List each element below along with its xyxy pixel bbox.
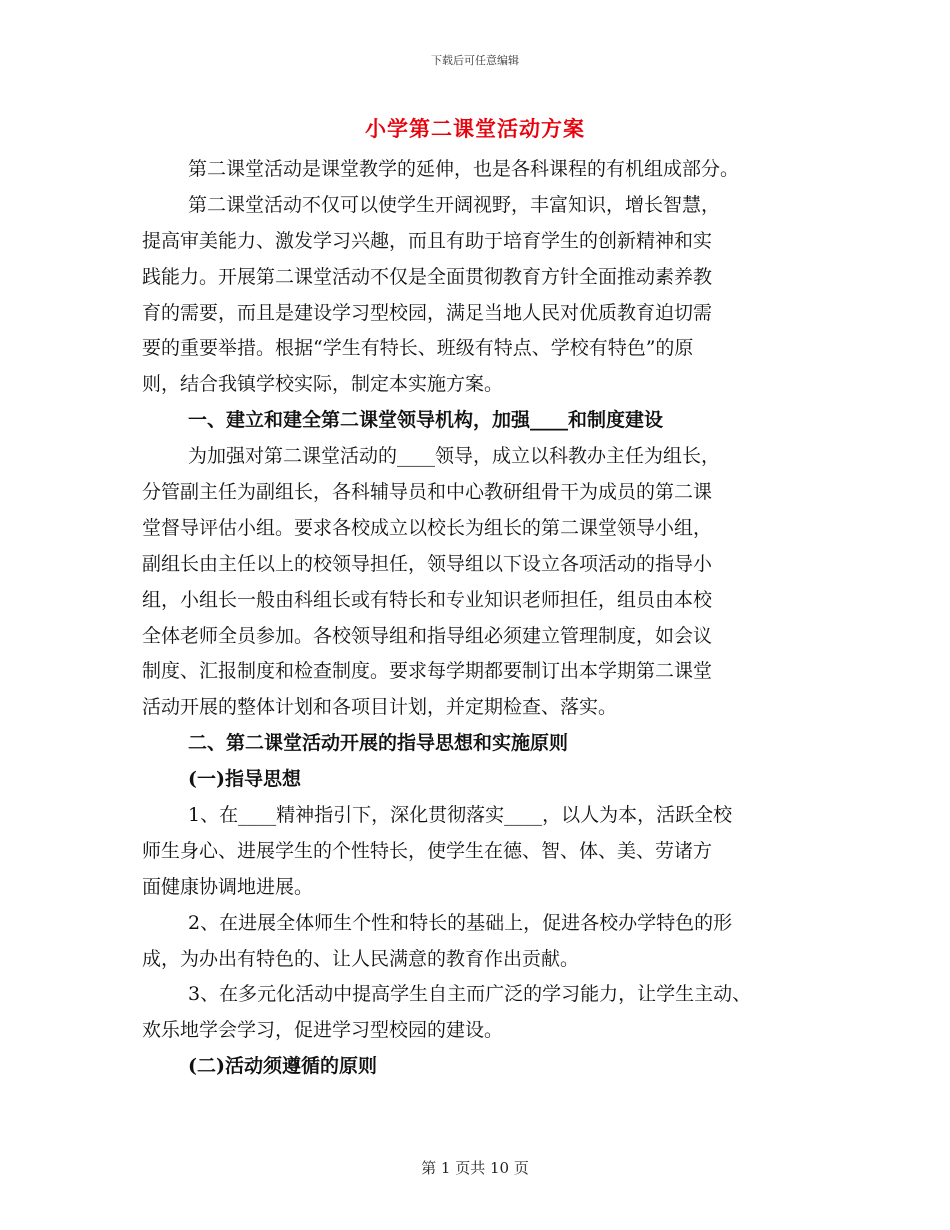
section-heading: (二)活动须遵循的原则: [188, 1055, 377, 1078]
section-heading: 一、建立和建全第二课堂领导机构，加强____和制度建设: [188, 409, 664, 432]
paragraph-line: 为加强对第二课堂活动的____领导，成立以科教办主任为组长，: [188, 445, 721, 468]
paragraph-line: 分管副主任为副组长，各科辅导员和中心教研组骨干为成员的第二课: [142, 481, 713, 504]
section-heading: (一)指导思想: [188, 768, 301, 791]
document-title: 小学第二课堂活动方案: [365, 116, 585, 141]
paragraph-line: 第二课堂活动是课堂教学的延伸，也是各科课程的有机组成部分。: [188, 158, 740, 180]
paragraph-line: 1、在____精神指引下，深化贯彻落实____，以人为本，活跃全校: [188, 804, 733, 827]
paragraph-line: 要的重要举措。根据“学生有特长、班级有特点、学校有特色”的原: [142, 337, 694, 360]
page-header: 下载后可任意编辑: [431, 54, 519, 67]
paragraph-line: 师生身心、进展学生的个性特长，使学生在德、智、体、美、劳诸方: [142, 839, 713, 862]
paragraph-line: 副组长由主任以上的校领导担任，领导组以下设立各项活动的指导小: [142, 552, 713, 575]
paragraph-line: 全体老师全员参加。各校领导组和指导组必须建立管理制度，如会议: [142, 624, 713, 647]
paragraph-line: 活动开展的整体计划和各项目计划，并定期检查、落实。: [142, 696, 618, 719]
paragraph-line: 第二课堂活动不仅可以使学生开阔视野，丰富知识，增长智慧，: [188, 193, 721, 216]
section-heading: 二、第二课堂活动开展的指导思想和实施原则: [188, 732, 569, 755]
paragraph-line: 欢乐地学会学习，促进学习型校园的建设。: [142, 1019, 504, 1042]
paragraph-line: 则，结合我镇学校实际，制定本实施方案。: [142, 373, 504, 396]
paragraph-line: 2、在进展全体师生个性和特长的基础上，促进各校办学特色的形: [188, 911, 733, 934]
paragraph-line: 组，小组长一般由科组长或有特长和专业知识老师担任，组员由本校: [142, 588, 713, 611]
paragraph-line: 面健康协调地进展。: [142, 875, 314, 898]
paragraph-line: 提高审美能力、激发学习兴趣，而且有助于培育学生的创新精神和实: [142, 229, 713, 252]
paragraph-line: 3、在多元化活动中提高学生自主而广泛的学习能力，让学生主动、: [188, 983, 752, 1006]
page-footer: 第 1 页共 10 页: [421, 1159, 529, 1177]
paragraph-line: 制度、汇报制度和检查制度。要求每学期都要制订出本学期第二课堂: [142, 660, 713, 683]
paragraph-line: 育的需要，而且是建设学习型校园，满足当地人民对优质教育迫切需: [142, 301, 713, 324]
paragraph-line: 践能力。开展第二课堂活动不仅是全面贯彻教育方针全面推动素养教: [142, 265, 713, 288]
document-body: [142, 152, 810, 1085]
paragraph-line: 成，为办出有特色的、让人民满意的教育作出贡献。: [142, 947, 580, 970]
paragraph-line: 堂督导评估小组。要求各校成立以校长为组长的第二课堂领导小组，: [142, 516, 713, 539]
